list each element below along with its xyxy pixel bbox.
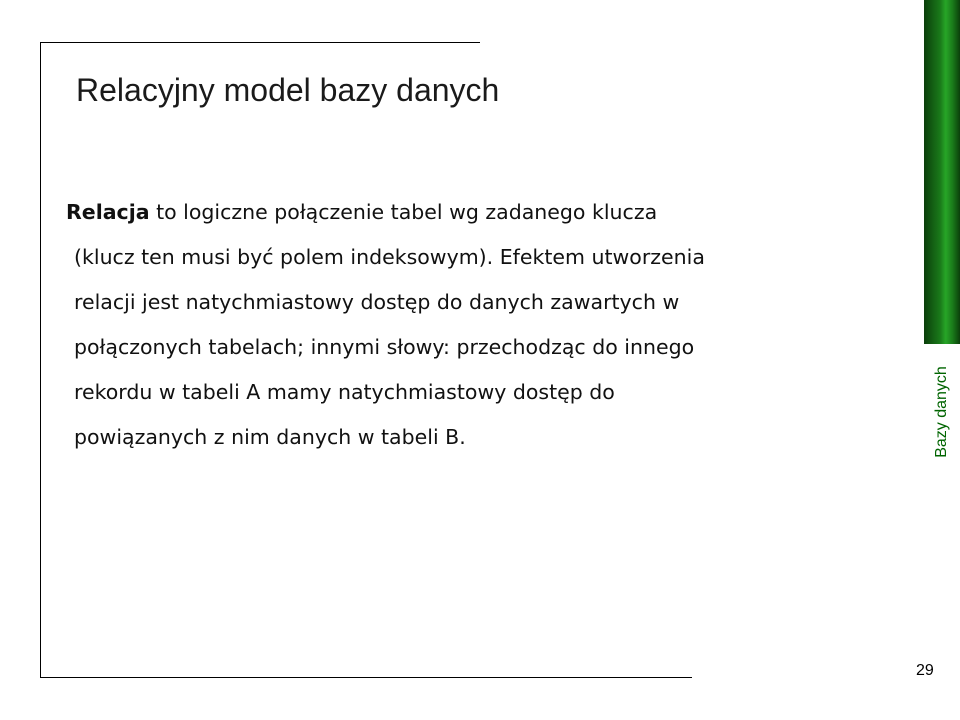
- body-line: (klucz ten musi być polem indeksowym). Efektem utworzenia: [74, 245, 705, 269]
- slide-title: Relacyjny model bazy danych: [76, 72, 500, 108]
- body-term: Relacja: [66, 200, 150, 224]
- body-line: powiązanych z nim danych w tabeli B.: [74, 425, 466, 449]
- body-line: [66, 190, 916, 235]
- frame-bottom-border: [40, 677, 692, 678]
- side-accent-bar: [924, 0, 960, 344]
- frame-left-border: [40, 42, 41, 678]
- page-number: 29: [916, 662, 934, 679]
- body-line-text: to logiczne połączenie tabel wg zadanego klucza: [149, 200, 658, 224]
- body-line: rekordu w tabeli A mamy natychmiastowy dostęp do: [74, 380, 615, 404]
- body-line: relacji jest natychmiastowy dostęp do danych zawartych w: [74, 290, 680, 314]
- frame-top-border: [40, 42, 480, 43]
- body-line: połączonych tabelach; innymi słowy: przechodząc do innego: [74, 335, 695, 359]
- side-label: Bazy danych: [933, 366, 950, 458]
- body-paragraph: [66, 190, 916, 460]
